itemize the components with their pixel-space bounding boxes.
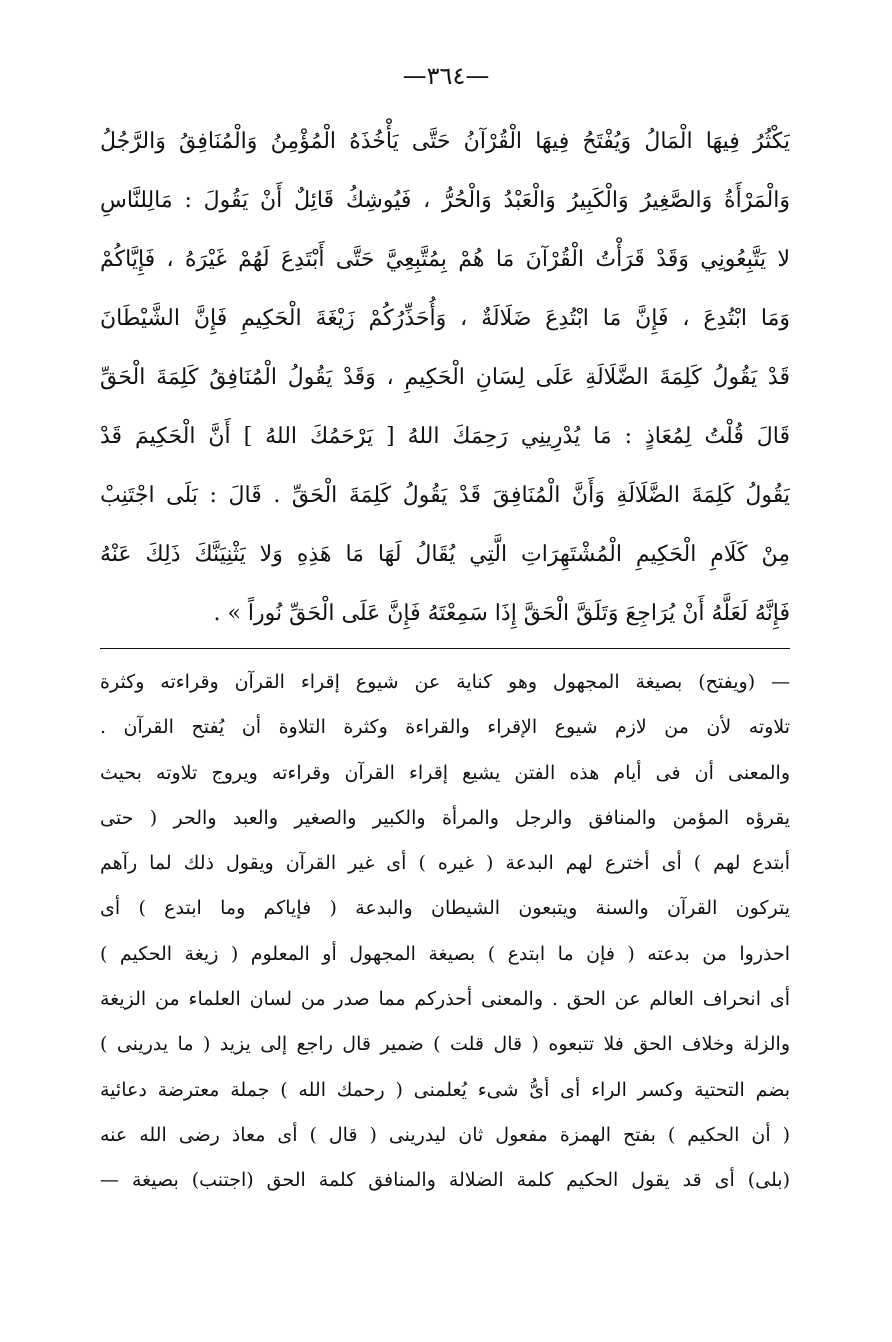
hadith-line: فَإِنَّهُ لَعَلَّهُ أَنْ يُرَاجِعَ وَتَلَقَّ الْحَقَّ إِذَا سَمِعْتَهُ فَإِنَّ عَلَى الْحَقِّ نُوراً » . [213,601,790,626]
commentary-line: أى انحراف العالم عن الحق . والمعنى أحذركم مما صدر من لسان العلماء من الزيغة [100,988,790,1011]
commentary-line: احذروا من بدعته ( فإن ما ابتدع ) بصيغة المجهول أو المعلوم ( زيغة الحكيم ) [100,942,790,965]
page-number: —٣٦٤— [402,62,490,90]
hadith-line: مِنْ كَلَامِ الْحَكِيمِ الْمُشْتَهِرَاتِ الَّتِي يُقَالُ لَهَا مَا هَذِهِ وَلا يَثْنِيَنَّكَ ذَلِكَ عَنْهُ [100,542,790,567]
hadith-line: يَقُولُ كَلِمَةَ الضَّلَالَةِ وَأَنَّ الْمُنَافِقَ قَدْ يَقُولُ كَلِمَةَ الْحَقِّ . قَالَ : بَلَى اجْتَنِبْ [100,483,790,508]
commentary-line: ( أن الحكيم ) بفتح الهمزة مفعول ثان ليدرينى ( قال ) أى معاذ رضى الله عنه [100,1123,790,1146]
commentary-line: بضم التحتية وكسر الراء أى أىُّ شىء يُعلمنى ( رحمك الله ) جملة معترضة دعائية [100,1078,790,1101]
commentary-line: تلاوته لأن من لازم شيوع الإقراء والقراءة وكثرة التلاوة أن يُفتح القرآن . [100,716,790,739]
hadith-line: قَدْ يَقُولُ كَلِمَةَ الضَّلَالَةِ عَلَى لِسَانِ الْحَكِيمِ ، وَقَدْ يَقُولُ الْمُنَافِقُ كَلِمَةَ الْحَقِّ [100,365,790,390]
hadith-text [100,112,790,643]
commentary-line: والزلة وخلاف الحق فلا تتبعوه ( قال قلت ) ضمير قال راجع إلى يزيد ( ما يدرينى ) [100,1033,790,1056]
hadith-line: وَمَا ابْتُدِعَ ، فَإِنَّ مَا ابْتُدِعَ ضَلَالَةٌ ، وَأُحَذِّرُكُمْ زَيْغَةَ الْحَكِيمِ فَإِنَّ الشَّيْطَانَ [100,306,790,331]
commentary-text [100,660,790,1204]
footnote-separator [100,648,790,649]
commentary-line: يتركون القرآن والسنة ويتبعون الشيطان والبدعة ( فإياكم وما ابتدع ) أى [100,897,790,920]
hadith-line: قَالَ قُلْتُ لِمُعَاذٍ : مَا يُدْرِينِي رَحِمَكَ اللهُ [ يَرْحَمُكَ اللهُ ] أَنَّ الْحَكِيمَ قَدْ [100,424,790,449]
commentary-line: أبتدع لهم ) أى أخترع لهم البدعة ( غيره ) أى غير القرآن ويقول ذلك لما رآهم [100,852,790,875]
commentary-line: والمعنى أن فى أيام هذه الفتن يشيع إقراء القرآن وقراءته ويروج تلاوته بحيث [100,761,790,784]
commentary-line: — (ويفتح) بصيغة المجهول وهو كناية عن شيوع إقراء القرآن وقراءته وكثرة [100,671,790,693]
commentary-line: يقرؤه المؤمن والمنافق والرجل والمرأة والكبير والصغير والعبد والحر ( حتى [100,806,790,829]
commentary-line: (بلى) أى قد يقول الحكيم كلمة الضلالة والمنافق كلمة الحق (اجتنب) بصيغة — [100,1169,790,1192]
hadith-line: وَالْمَرْأَةُ وَالصَّغِيرُ وَالْكَبِيرُ وَالْعَبْدُ وَالْحُرُّ ، فَيُوشِكُ قَائِلٌ أَنْ يَقُولَ : مَالِلنَّاسِ [100,188,790,213]
hadith-line: يَكْثُرُ فِيهَا الْمَالُ وَيُفْتَحُ فِيهَا الْقُرْآنُ حَتَّى يَأْخُذَهُ الْمُؤْمِنُ وَالْمُنَافِقُ وَالرَّجُلُ [100,129,790,154]
hadith-line: لا يَتَّبِعُونِي وَقَدْ قَرَأْتُ الْقُرْآنَ مَا هُمْ بِمُتَّبِعِيَّ حَتَّى أَبْتَدِعَ لَهُمْ غَيْرَهُ ، فَإِيَّاكُمْ [100,247,790,272]
